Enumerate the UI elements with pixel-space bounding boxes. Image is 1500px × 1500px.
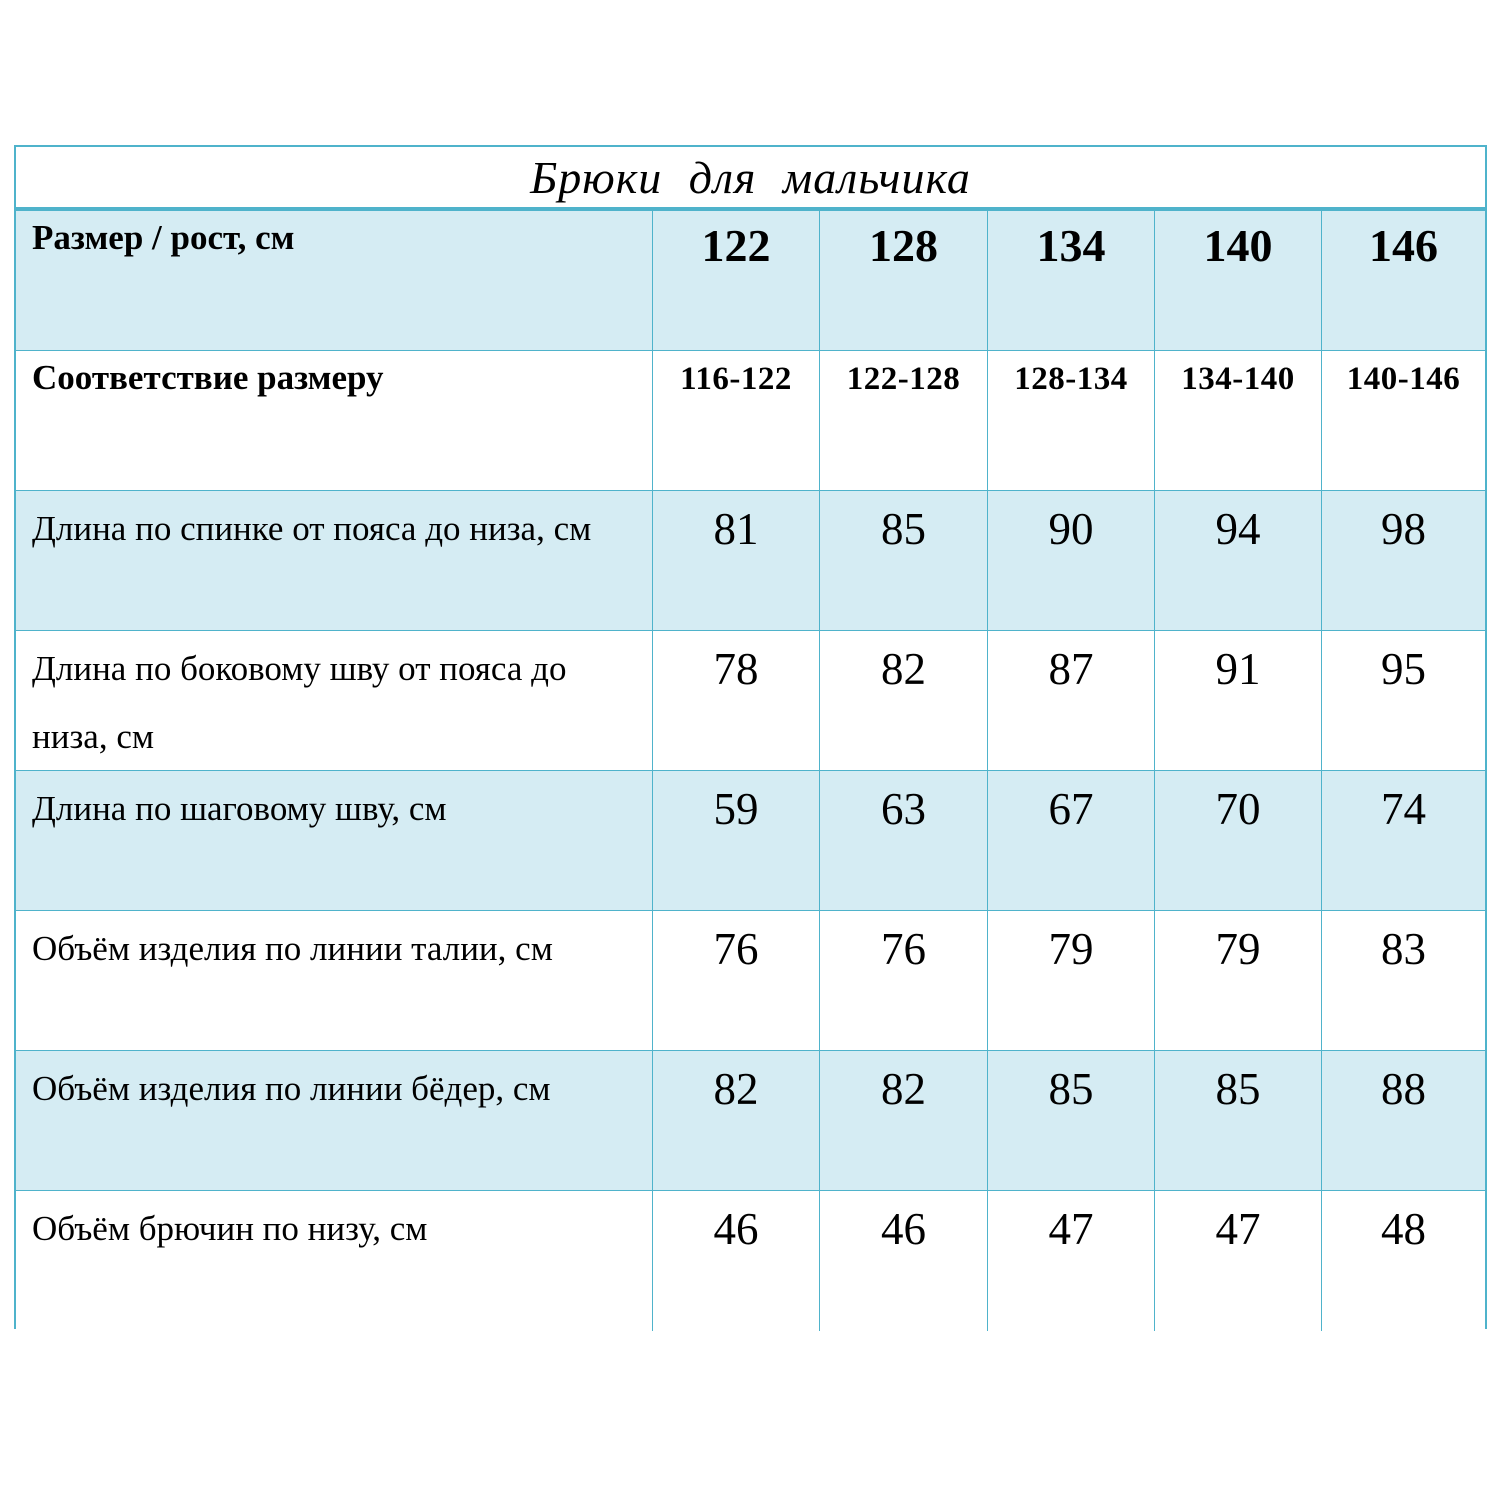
size-value: 128	[820, 211, 988, 351]
measurement-value: 88	[1322, 1051, 1485, 1191]
correspondence-label: Соответствие размеру	[16, 351, 653, 491]
measurement-value: 87	[988, 631, 1155, 771]
measurement-value: 46	[820, 1191, 988, 1331]
table-title: Брюки для мальчика	[16, 147, 1485, 211]
measurement-value: 85	[820, 491, 988, 631]
measurement-value: 67	[988, 771, 1155, 911]
correspondence-value: 128-134	[988, 351, 1155, 491]
measurement-value: 79	[988, 911, 1155, 1051]
measurement-label: Длина по боковому шву от пояса до низа, см	[16, 631, 653, 771]
measurement-value: 81	[653, 491, 820, 631]
measurement-label: Длина по спинке от пояса до низа, см	[16, 491, 653, 631]
measurement-value: 46	[653, 1191, 820, 1331]
measurement-label: Объём изделия по линии бёдер, см	[16, 1051, 653, 1191]
correspondence-value: 122-128	[820, 351, 988, 491]
correspondence-value: 134-140	[1155, 351, 1322, 491]
measurement-value: 78	[653, 631, 820, 771]
measurement-value: 82	[653, 1051, 820, 1191]
measurement-value: 48	[1322, 1191, 1485, 1331]
size-header-label: Размер / рост, см	[16, 211, 653, 351]
size-value: 134	[988, 211, 1155, 351]
measurement-value: 74	[1322, 771, 1485, 911]
size-value: 140	[1155, 211, 1322, 351]
measurement-value: 76	[653, 911, 820, 1051]
measurement-value: 98	[1322, 491, 1485, 631]
measurement-value: 91	[1155, 631, 1322, 771]
size-grid	[16, 211, 1485, 1331]
measurement-value: 85	[988, 1051, 1155, 1191]
measurement-value: 59	[653, 771, 820, 911]
measurement-value: 90	[988, 491, 1155, 631]
measurement-value: 82	[820, 1051, 988, 1191]
correspondence-value: 116-122	[653, 351, 820, 491]
measurement-value: 95	[1322, 631, 1485, 771]
measurement-label: Объём изделия по линии талии, см	[16, 911, 653, 1051]
size-table	[14, 145, 1487, 1329]
measurement-value: 79	[1155, 911, 1322, 1051]
measurement-value: 94	[1155, 491, 1322, 631]
measurement-value: 85	[1155, 1051, 1322, 1191]
measurement-value: 70	[1155, 771, 1322, 911]
measurement-value: 76	[820, 911, 988, 1051]
size-value: 146	[1322, 211, 1485, 351]
measurement-label: Длина по шаговому шву, см	[16, 771, 653, 911]
measurement-value: 83	[1322, 911, 1485, 1051]
correspondence-value: 140-146	[1322, 351, 1485, 491]
measurement-value: 82	[820, 631, 988, 771]
measurement-value: 47	[988, 1191, 1155, 1331]
measurement-label: Объём брючин по низу, см	[16, 1191, 653, 1331]
measurement-value: 47	[1155, 1191, 1322, 1331]
size-value: 122	[653, 211, 820, 351]
measurement-value: 63	[820, 771, 988, 911]
